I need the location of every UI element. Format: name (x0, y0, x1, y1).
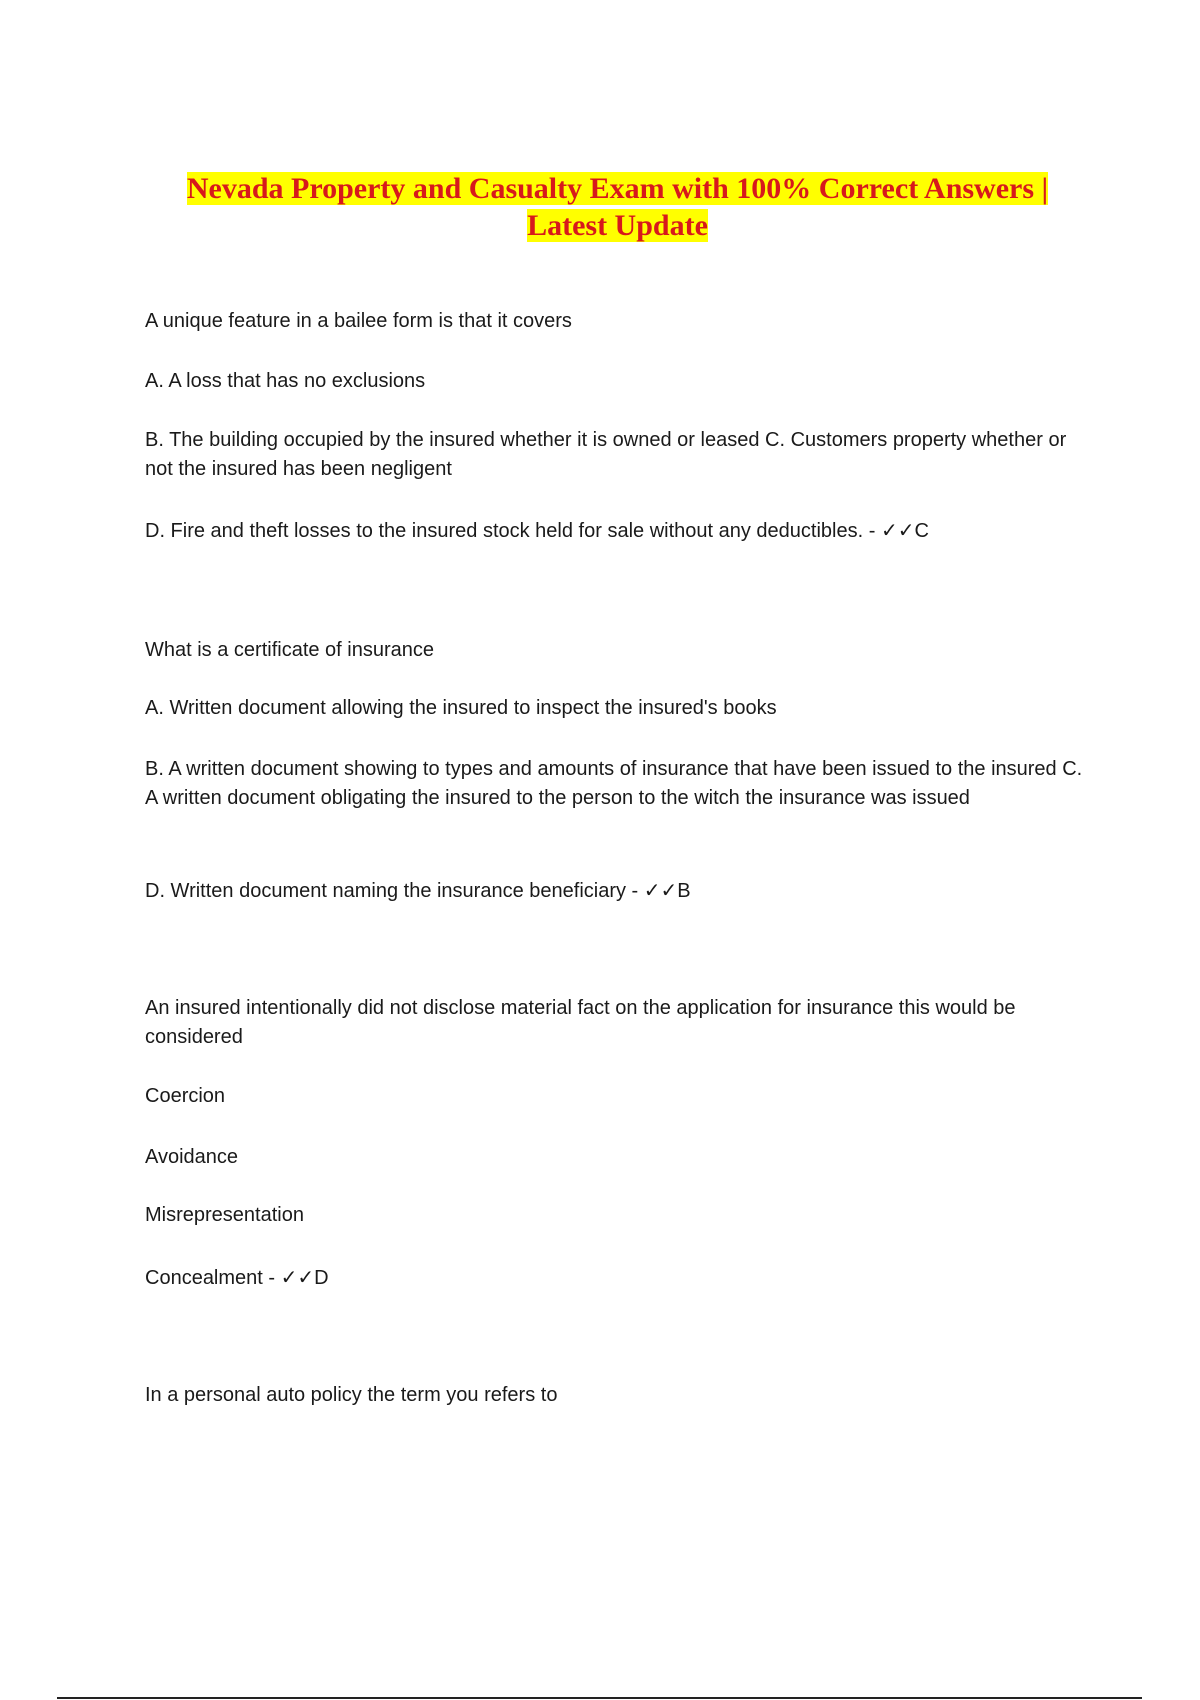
title-line-1: Nevada Property and Casualty Exam with 100% Correct Answers | (186, 172, 1049, 205)
question-2-prompt: What is a certificate of insurance (145, 639, 435, 661)
question-3-option-4-answer: Concealment - ✓✓D (145, 1267, 329, 1289)
question-1-option-d-answer: D. Fire and theft losses to the insured stock held for sale without any deductibles. - ✓✓C (145, 520, 929, 542)
question-1-option-a: A. A loss that has no exclusions (145, 370, 426, 392)
question-4-prompt: In a personal auto policy the term you refers to (145, 1384, 558, 1406)
question-3-option-3: Misrepresentation (145, 1204, 304, 1226)
question-2-option-d-answer: D. Written document naming the insurance beneficiary - ✓✓B (145, 880, 691, 902)
question-3-option-2: Avoidance (145, 1146, 239, 1168)
title-line-2: Latest Update (527, 209, 708, 242)
question-3-option-1: Coercion (145, 1085, 226, 1107)
footer-divider (57, 1697, 1142, 1699)
question-3-prompt: An insured intentionally did not disclose material fact on the application for insurance this would be considered (145, 997, 1016, 1048)
question-2-option-bc: B. A written document showing to types and amounts of insurance that have been issued to the insured C. A written document obligating the insured to the person to the witch the insurance was issued (145, 758, 1083, 809)
question-1-option-bc: B. The building occupied by the insured whether it is owned or leased C. Customers property whether or not the insured has been negligent (145, 429, 1067, 480)
question-1-prompt: A unique feature in a bailee form is that it covers (145, 310, 572, 332)
question-2-option-a: A. Written document allowing the insured to inspect the insured's books (145, 697, 777, 719)
document-title (150, 170, 1085, 244)
